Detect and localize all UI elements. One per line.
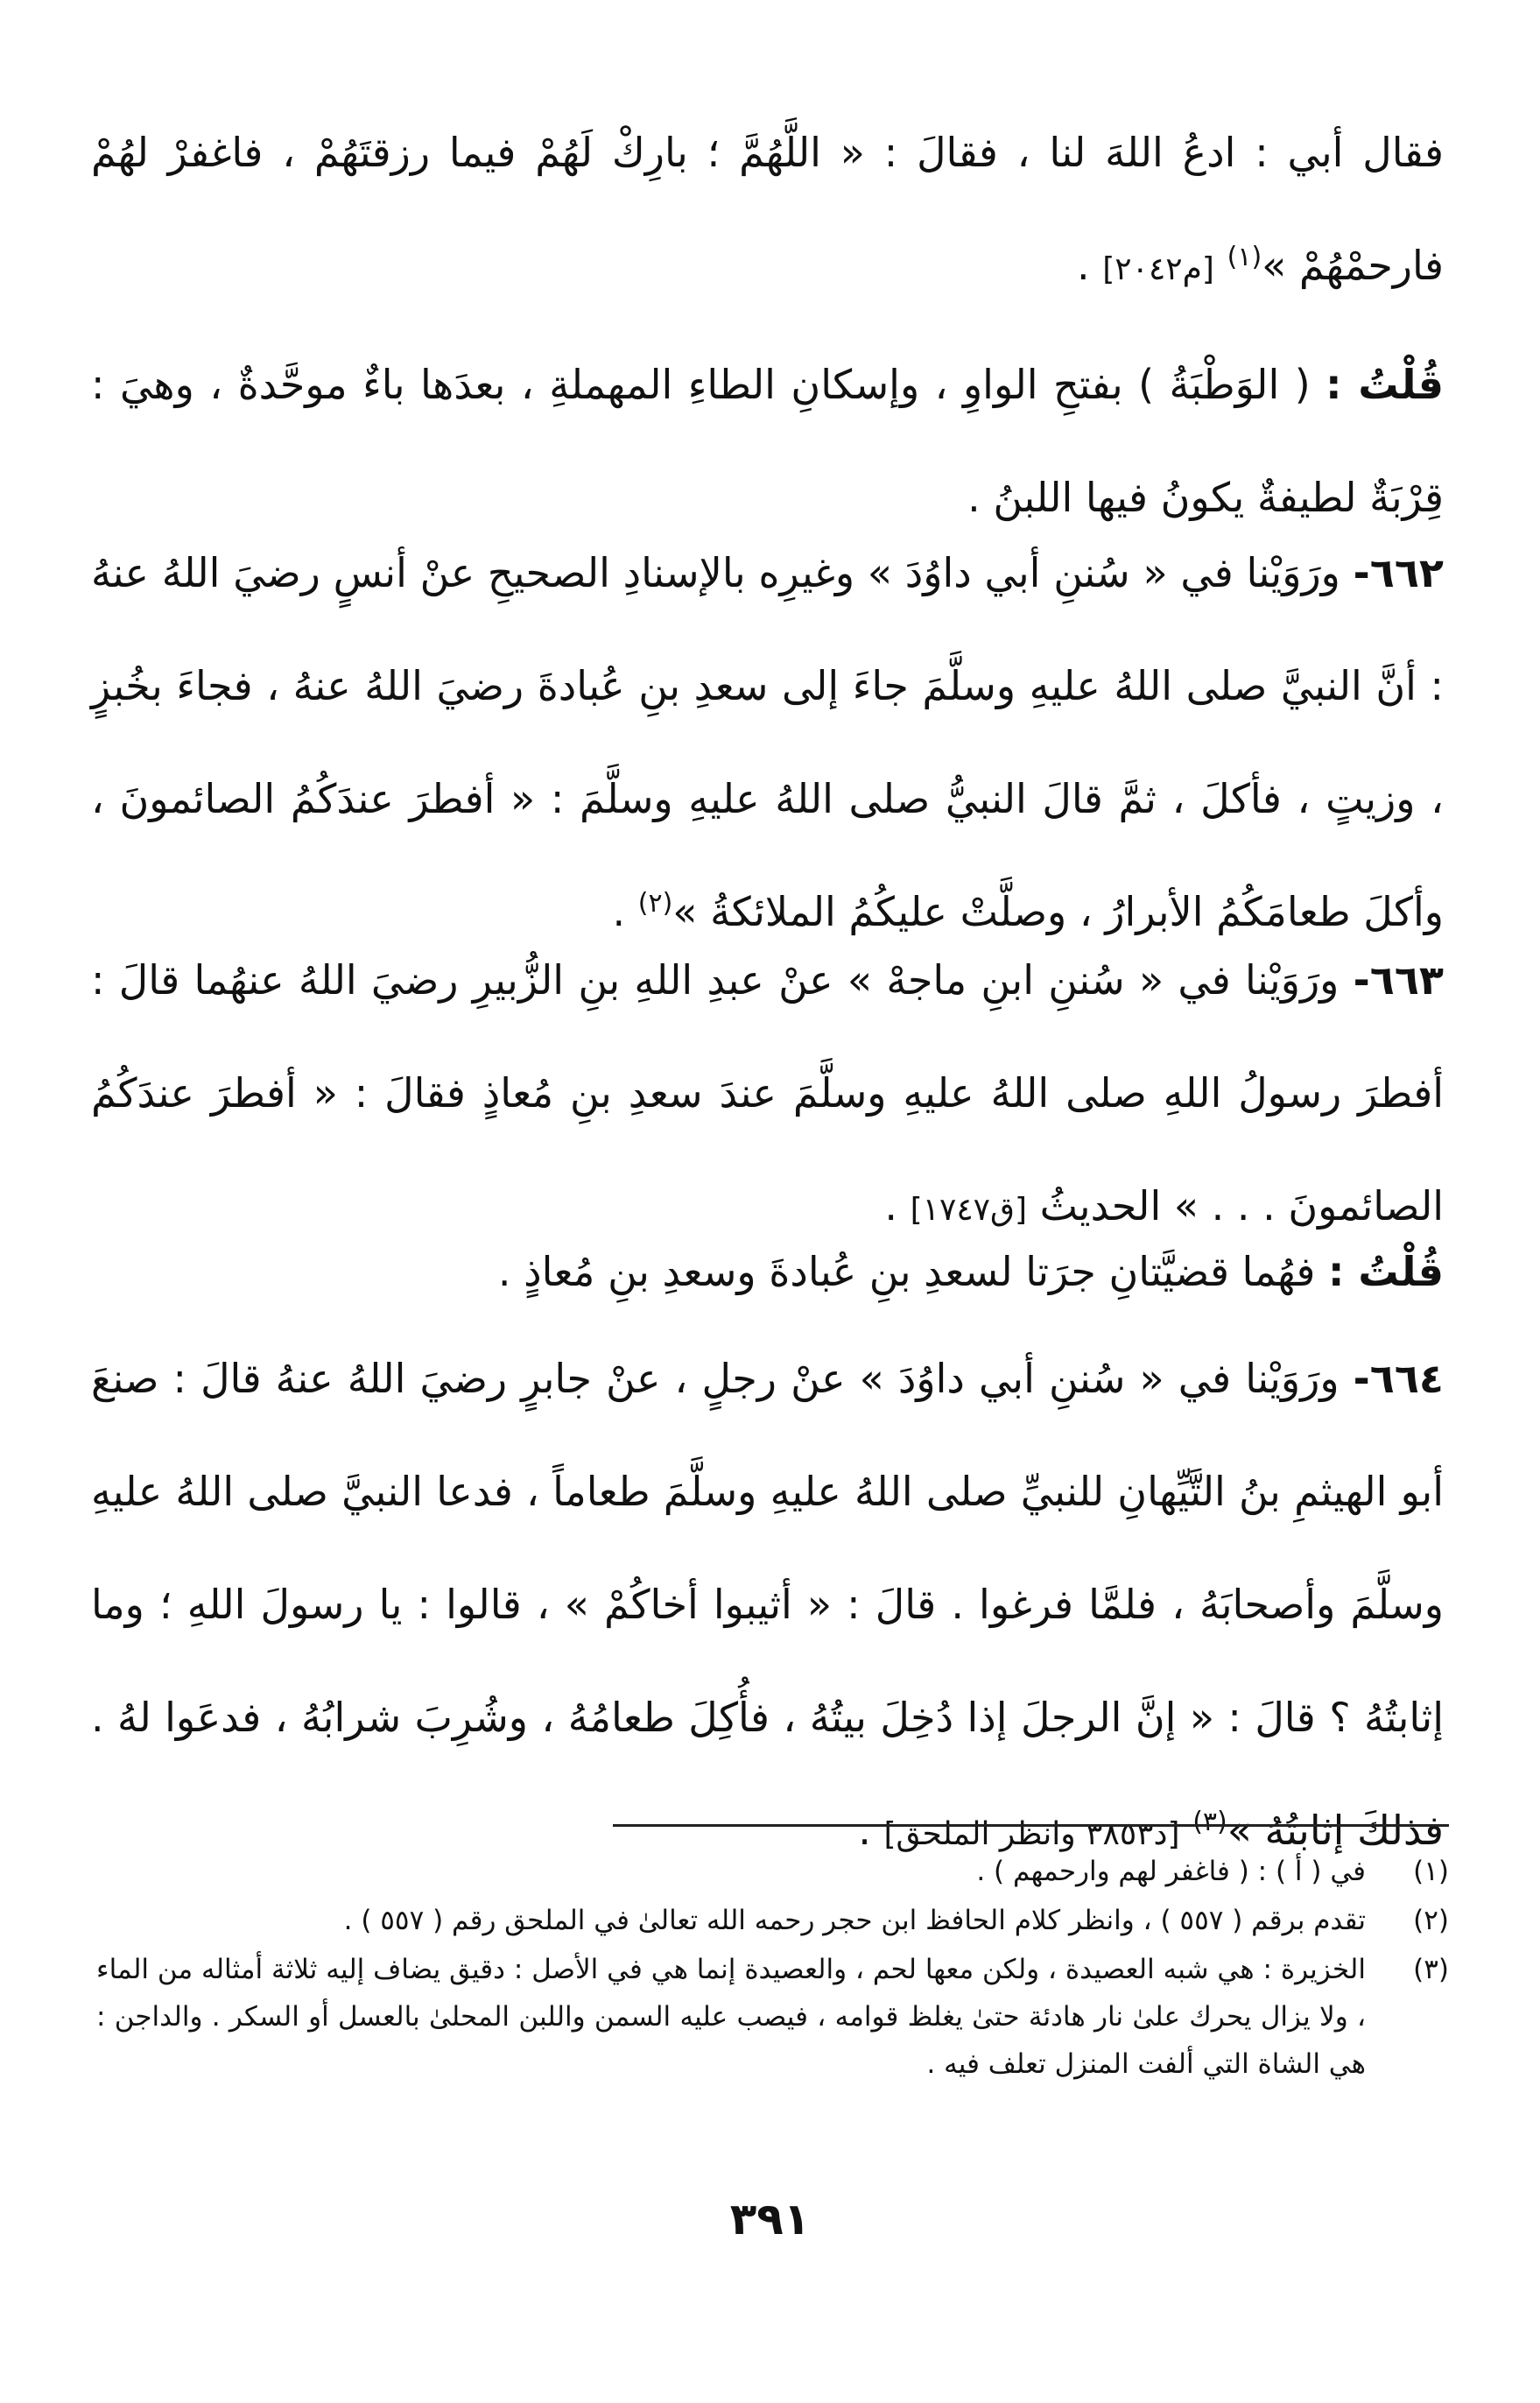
qultu-1-text: ( الوَطْبَةُ ) بفتحِ الواوِ ، وإسكانِ الطاءِ المهملةِ ، بعدَها باءٌ موحَّدةٌ ، وهيَ : قِرْبَةٌ لطيفةٌ يكونُ فيها اللبنُ . [91, 361, 1444, 521]
paragraph-intro [91, 96, 1444, 328]
footnote-mark-1: (١) [1227, 242, 1262, 272]
footnotes [96, 1848, 1449, 2089]
hadith-664-text: ورَوَيْنا في « سُننِ أبي داوُدَ » عنْ رجلٍ ، عنْ جابرٍ رضيَ اللهُ عنهُ قالَ : صنعَ أبو الهيثمِ بنُ التَّيِّهانِ للنبيِّ صلى اللهُ عليهِ وسلَّمَ طعاماً ، فدعا النبيَّ صلى اللهُ عليهِ وسلَّمَ وأصحابَهُ ، فلمَّا فرغوا . قالَ : « أثيبوا أخاكُمْ » ، قالوا : يا رسولَ اللهِ ؛ وما إثابتُهُ ؟ قالَ : « إنَّ الرجلَ إذا دُخِلَ بيتُهُ ، فأُكِلَ طعامُهُ ، وشُرِبَ شرابُهُ ، فدعَوا لهُ . فذلكَ إثابتُهُ » [91, 1355, 1444, 1854]
footnote-text: في ( أ ) : ( فاغفر لهم وارحمهم ) . [976, 1856, 1366, 1887]
hadith-664-number: ٦٦٤- [1353, 1355, 1444, 1402]
reference-663: [ق١٧٤٧] [910, 1192, 1027, 1228]
footnote-mark-2: (٢) [637, 888, 673, 919]
hadith-663-number: ٦٦٣- [1353, 956, 1444, 1004]
footnote-text: تقدم برقم ( ٥٥٧ ) ، وانظر كلام الحافظ ابن حجر رحمه الله تعالىٰ في الملحق رقم ( ٥٥٧ ) . [343, 1905, 1366, 1936]
hadith-662 [91, 517, 1444, 974]
intro-end: . [1076, 242, 1090, 289]
footnote-number: (٣) [1413, 1954, 1449, 1985]
footnote-item [96, 1946, 1449, 2088]
qultu-2-lead: قُلْتُ : [1327, 1248, 1444, 1295]
hadith-662-end: . [612, 888, 626, 935]
hadith-664-end: . [858, 1807, 871, 1854]
hadith-664 [91, 1322, 1444, 1892]
page-number: ٣٩١ [729, 2194, 811, 2244]
paragraph-qultu-2 [91, 1216, 1444, 1328]
footnote-number: (٢) [1413, 1905, 1449, 1936]
qultu-1-lead: قُلْتُ : [1326, 361, 1444, 408]
hadith-663-end: . [884, 1182, 897, 1230]
footnote-text: الخزيرة : هي شبه العصيدة ، ولكن معها لحم ، والعصيدة إنما هي في الأصل : دقيق يضاف إليه ثلاثة أمثاله من الماء ، ولا يزال يحرك علىٰ نار هادئة حتىٰ يغلظ قوامه ، فيصب عليه السمن واللبن المحلىٰ بالعسل أو السكر . والداجن : هي الشاة التي ألفت المنزل تعلف فيه . [96, 1954, 1366, 2080]
hadith-663-text: ورَوَيْنا في « سُننِ ابنِ ماجهْ » عنْ عبدِ اللهِ بنِ الزُّبيرِ رضيَ اللهُ عنهُما قالَ : أفطرَ رسولُ اللهِ صلى اللهُ عليهِ وسلَّمَ عندَ سعدِ بنِ مُعاذٍ فقالَ : « أفطرَ عندَكُمُ الصائمونَ . . . » الحديثُ [91, 956, 1444, 1230]
footnote-item [96, 1848, 1449, 1895]
reference-664: [د٣٨٥٣ وانظر الملحق] [883, 1816, 1180, 1852]
hadith-662-text: ورَوَيْنا في « سُننِ أبي داوُدَ » وغيرِه بالإسنادِ الصحيحِ عنْ أنسٍ رضيَ اللهُ عنهُ : أنَّ النبيَّ صلى اللهُ عليهِ وسلَّمَ جاءَ إلى سعدِ بنِ عُبادةَ رضيَ اللهُ عنهُ ، فجاءَ بخُبزٍ ، وزيتٍ ، فأكلَ ، ثمَّ قالَ النبيُّ صلى اللهُ عليهِ وسلَّمَ : « أفطرَ عندَكُمُ الصائمونَ ، وأكلَ طعامَكُمُ الأبرارُ ، وصلَّتْ عليكُمُ الملائكةُ » [91, 549, 1444, 935]
footnote-mark-3: (٣) [1192, 1807, 1227, 1837]
footnote-item [96, 1897, 1449, 1944]
reference-intro: [م٢٠٤٢] [1102, 251, 1214, 287]
intro-text: فقال أبي : ادعُ اللهَ لنا ، فقالَ : « اللَّهُمَّ ؛ بارِكْ لَهُمْ فيما رزقتَهُمْ ، فاغفرْ لهُمْ فارحمْهُمْ » [91, 129, 1444, 289]
footnote-number: (١) [1413, 1856, 1449, 1887]
qultu-2-text: فهُما قضيَّتانِ جرَتا لسعدِ بنِ عُبادةَ وسعدِ بنِ مُعاذٍ . [497, 1248, 1316, 1295]
hadith-662-number: ٦٦٢- [1353, 549, 1444, 596]
footnote-divider [613, 1824, 1449, 1827]
